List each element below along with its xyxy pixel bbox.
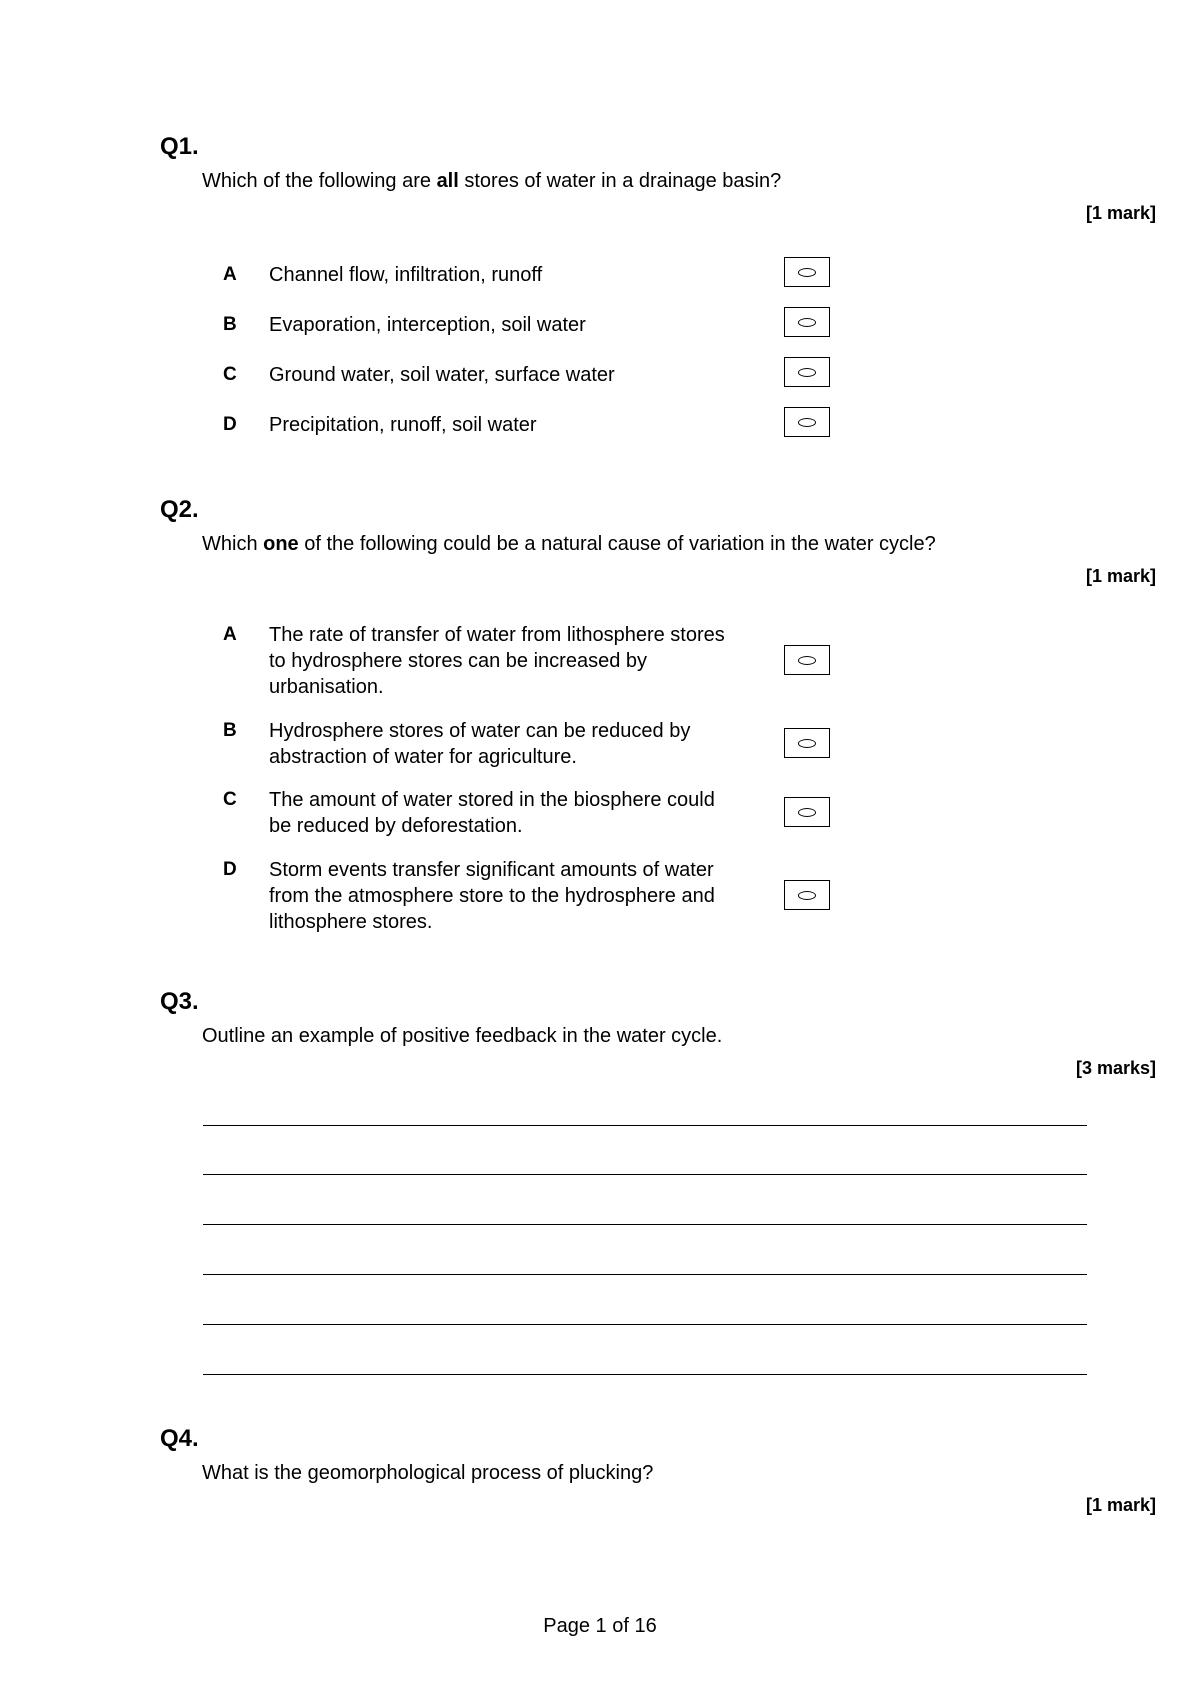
question-1-marks: [1 mark] bbox=[1085, 203, 1156, 223]
oval-bubble-icon bbox=[798, 891, 816, 900]
question-3-label: Q3. bbox=[160, 988, 199, 1015]
option-letter: A bbox=[223, 264, 237, 285]
option-letter: D bbox=[223, 414, 237, 435]
question-1-text bbox=[202, 170, 781, 193]
question-2-marks: [1 mark] bbox=[1085, 566, 1156, 586]
question-2-label: Q2. bbox=[160, 496, 199, 523]
option-text: Hydrosphere stores of water can be reduced by abstraction of water for agriculture. bbox=[269, 720, 691, 768]
question-1-text-end: stores of water in a drainage basin? bbox=[458, 170, 782, 192]
question-4-label: Q4. bbox=[160, 1425, 199, 1452]
answer-line-5[interactable] bbox=[203, 1324, 1087, 1325]
question-3-marks: [3 marks] bbox=[1075, 1058, 1156, 1078]
answer-line-2[interactable] bbox=[203, 1174, 1087, 1175]
answer-checkbox[interactable] bbox=[784, 880, 830, 910]
option-letter: C bbox=[223, 364, 237, 385]
option-letter: B bbox=[223, 314, 237, 335]
answer-line-4[interactable] bbox=[203, 1274, 1087, 1275]
option-letter: A bbox=[223, 624, 237, 645]
answer-checkbox[interactable] bbox=[784, 728, 830, 758]
question-3-text: Outline an example of positive feedback in the water cycle. bbox=[202, 1025, 723, 1047]
option-text: Channel flow, infiltration, runoff bbox=[269, 264, 543, 286]
answer-checkbox[interactable] bbox=[784, 797, 830, 827]
oval-bubble-icon bbox=[798, 268, 816, 277]
option-text: Ground water, soil water, surface water bbox=[269, 364, 615, 386]
option-text: The rate of transfer of water from lithosphere stores to hydrosphere stores can be increased by urbanisation. bbox=[269, 624, 725, 698]
question-4-marks: [1 mark] bbox=[1085, 1495, 1156, 1515]
answer-checkbox[interactable] bbox=[784, 407, 830, 437]
answer-checkbox[interactable] bbox=[784, 645, 830, 675]
question-4-text: What is the geomorphological process of plucking? bbox=[202, 1462, 654, 1484]
question-1-label: Q1. bbox=[160, 133, 199, 160]
page-number: Page 1 of 16 bbox=[543, 1615, 657, 1637]
oval-bubble-icon bbox=[798, 418, 816, 427]
option-text: Evaporation, interception, soil water bbox=[269, 314, 586, 336]
answer-checkbox[interactable] bbox=[784, 357, 830, 387]
oval-bubble-icon bbox=[798, 656, 816, 665]
question-2-text-bold: one bbox=[263, 533, 299, 555]
oval-bubble-icon bbox=[798, 739, 816, 748]
oval-bubble-icon bbox=[798, 368, 816, 377]
answer-line-3[interactable] bbox=[203, 1224, 1087, 1225]
oval-bubble-icon bbox=[798, 318, 816, 327]
oval-bubble-icon bbox=[798, 808, 816, 817]
question-2-text bbox=[202, 533, 936, 556]
answer-line-6[interactable] bbox=[203, 1374, 1087, 1375]
option-letter: C bbox=[223, 789, 237, 810]
question-2-text-end: of the following could be a natural cause of variation in the water cycle? bbox=[298, 533, 936, 555]
option-text: Storm events transfer significant amounts of water from the atmosphere store to the hydrosphere and lithosphere stores. bbox=[269, 859, 715, 933]
option-text: The amount of water stored in the biosphere could be reduced by deforestation. bbox=[269, 789, 715, 837]
answer-checkbox[interactable] bbox=[784, 257, 830, 287]
option-letter: B bbox=[223, 720, 237, 741]
question-2-text-start: Which bbox=[202, 533, 264, 555]
answer-line-1[interactable] bbox=[203, 1125, 1087, 1126]
option-letter: D bbox=[223, 859, 237, 880]
question-1-text-bold: all bbox=[436, 170, 459, 192]
option-text: Precipitation, runoff, soil water bbox=[269, 414, 537, 436]
answer-checkbox[interactable] bbox=[784, 307, 830, 337]
question-1-text-start: Which of the following are bbox=[202, 170, 437, 192]
